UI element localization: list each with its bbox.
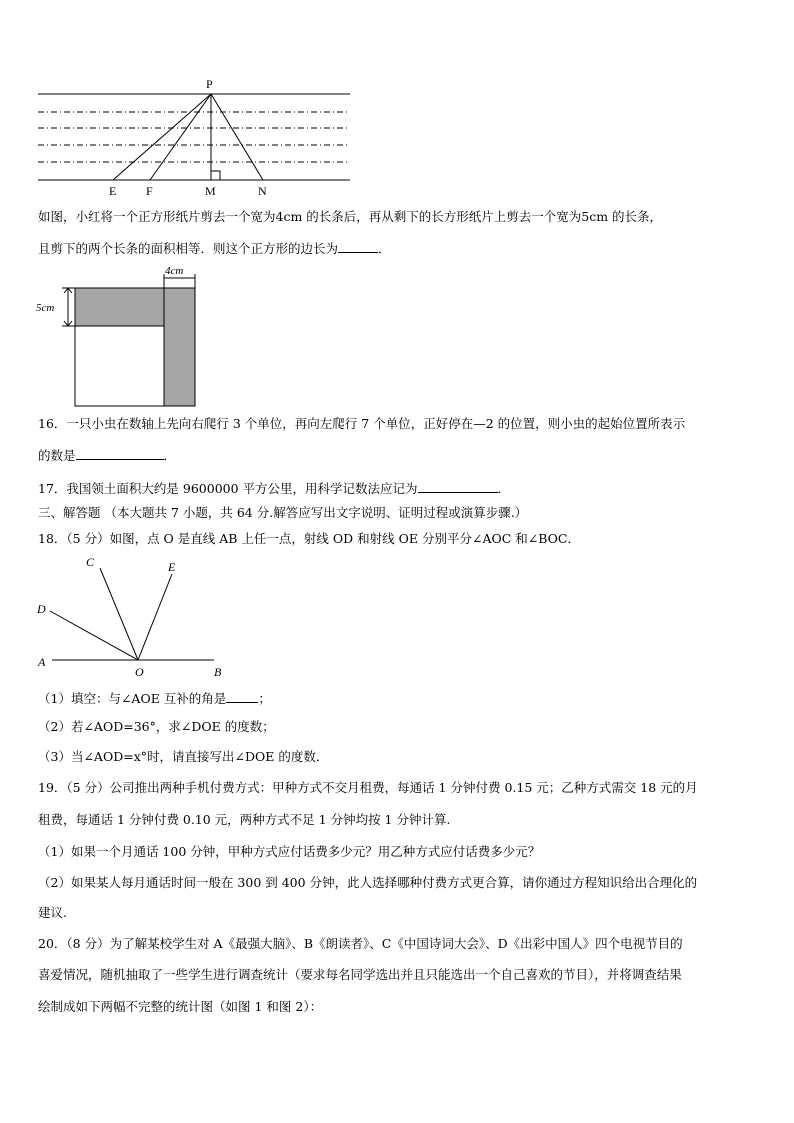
q19-sub-1: （1）如果一个月通话 100 分钟，甲种方式应付话费多少元？用乙种方式应付话费多少元？ bbox=[38, 844, 541, 859]
label-4cm: 4cm bbox=[165, 265, 184, 277]
section-3-heading: 三、解答题 （本大题共 7 小题，共 64 分.解答应写出文字说明、证明过程或演算步骤.） bbox=[38, 505, 528, 520]
q16-line-2-text: 的数是 bbox=[38, 448, 76, 463]
q19-line-1: 19．（5 分）公司推出两种手机付费方式：甲种方式不交月租费，每通话 1 分钟付费 0.15 元；乙种方式需交 18 元的月 bbox=[38, 780, 698, 795]
q18-answer-blank[interactable] bbox=[226, 689, 258, 703]
q15-line-2 bbox=[38, 239, 758, 257]
strip-4cm bbox=[164, 288, 195, 406]
q20-line-1: 20．（8 分）为了解某校学生对 A《最强大脑》、B《朗读者》、C《中国诗词大会》、D《出彩中国人》四个电视节目的 bbox=[38, 936, 683, 951]
q16-answer-blank[interactable] bbox=[76, 446, 164, 460]
label-e: E bbox=[109, 184, 117, 198]
q20-line-3: 绘制成如下两幅不完整的统计图（如图 1 和图 2）： bbox=[38, 999, 323, 1014]
q18-sub-1-text: （1）填空：与∠AOE 互补的角是 bbox=[38, 691, 227, 706]
q15-line-1: 如图，小红将一个正方形纸片剪去一个宽为4cm 的长条后，再从剩下的长方形纸片上剪去一个宽为5cm 的长条， bbox=[38, 209, 663, 224]
strip-5cm bbox=[75, 288, 164, 326]
q16-line-1: 16．一只小虫在数轴上先向右爬行 3 个单位，再向左爬行 7 个单位，正好停在—2 的位置，则小虫的起始位置所表示 bbox=[38, 416, 686, 431]
square-paper-figure bbox=[34, 262, 204, 410]
label-n: N bbox=[258, 184, 267, 198]
q19-sub-2-line-1: （2）如果某人每月通话时间一般在 300 到 400 分钟，此人选择哪种付费方式更合算，请你通过方程知识给出合理化的 bbox=[38, 875, 698, 890]
q16-line-2 bbox=[38, 446, 758, 464]
segment-pf bbox=[150, 94, 211, 180]
q15-line-2-end: ． bbox=[378, 241, 391, 256]
label-5cm: 5cm bbox=[36, 302, 55, 314]
q15-answer-blank[interactable] bbox=[338, 239, 378, 253]
q16-line-2-end: ． bbox=[163, 448, 177, 463]
q15-line-2-text: 且剪下的两个长条的面积相等．则这个正方形的边长为 bbox=[38, 241, 339, 256]
segment-pe bbox=[113, 94, 211, 180]
ray-oc bbox=[100, 568, 138, 660]
label-f: F bbox=[146, 184, 153, 198]
label-c: C bbox=[86, 555, 95, 569]
segment-pn bbox=[211, 94, 263, 180]
q19-line-2: 租费，每通话 1 分钟付费 0.10 元，两种方式不足 1 分钟均按 1 分钟计算. bbox=[38, 812, 451, 827]
parallel-lines-figure bbox=[30, 76, 360, 201]
ray-oe bbox=[138, 574, 172, 660]
q17-end: ． bbox=[497, 481, 511, 496]
q18-sub-3: （3）当∠AOD=x°时，请直接写出∠DOE 的度数． bbox=[38, 749, 329, 764]
q20-line-2: 喜爱情况，随机抽取了一些学生进行调查统计（要求每名同学选出并且只能选出一个自己喜欢的节目），并将调查结果 bbox=[38, 967, 682, 982]
right-angle-mark bbox=[211, 171, 220, 180]
ray-od bbox=[50, 611, 138, 660]
label-o: O bbox=[135, 665, 144, 679]
q18-sub-2: （2）若∠AOD=36°，求∠DOE 的度数； bbox=[38, 719, 275, 734]
angle-figure bbox=[34, 552, 234, 682]
q17-text: 17．我国领土面积大约是 9600000 平方公里，用科学记数法应记为 bbox=[38, 481, 418, 496]
label-b: B bbox=[214, 665, 222, 679]
q19-sub-2-line-2: 建议. bbox=[38, 905, 67, 920]
q18-sub-1-end: ； bbox=[258, 691, 271, 706]
label-p: P bbox=[206, 77, 213, 91]
q17-answer-blank[interactable] bbox=[418, 479, 498, 493]
q18-stem: 18．（5 分）如图，点 O 是直线 AB 上任一点，射线 OD 和射线 OE 分别平分∠AOC 和∠BOC． bbox=[38, 531, 580, 546]
q17-line bbox=[38, 479, 758, 497]
label-a: A bbox=[38, 655, 46, 669]
label-d: D bbox=[37, 602, 46, 616]
q18-sub-1 bbox=[38, 689, 758, 707]
label-e-18: E bbox=[168, 560, 176, 574]
label-m: M bbox=[205, 184, 216, 198]
